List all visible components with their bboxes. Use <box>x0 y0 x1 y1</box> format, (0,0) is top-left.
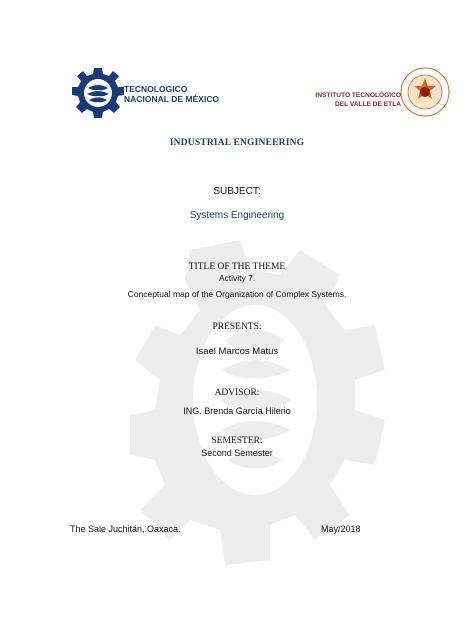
subject-label: SUBJECT: <box>213 186 261 197</box>
itve-logo <box>305 66 455 126</box>
itve-logo-line1: INSTITUTO TECNOLÓGICO <box>315 92 401 99</box>
page-heading: INDUSTRIAL ENGINEERING <box>169 138 305 148</box>
presenter-name: Isael Marcos Matus <box>195 346 279 357</box>
subject-value: Systems Engineering <box>189 210 285 221</box>
tecnm-logo-line2: NACIONAL DE MÉXICO <box>124 94 220 104</box>
footer-date: May/2018 <box>321 524 361 534</box>
theme-description: Conceptual map of the Organization of Complex Systems. <box>127 289 347 299</box>
footer-place: The Sale Juchitán, Oaxaca. <box>70 524 181 534</box>
tecnm-gear-icon <box>72 66 124 124</box>
theme-label: TITLE OF THE THEME <box>188 262 286 272</box>
gear-watermark-icon <box>130 230 390 610</box>
tecnm-logo <box>72 66 222 126</box>
advisor-label: ADVISOR: <box>214 388 260 398</box>
semester-label: SEMESTER: <box>211 436 263 446</box>
advisor-name: ING. Brenda García Hilerio <box>183 406 291 416</box>
itve-logo-line2: DEL VALLE DE ETLA <box>334 100 401 108</box>
tecnm-logo-line1: TECNOLOGICO <box>124 84 188 94</box>
presents-label: PRESENTS: <box>212 322 262 332</box>
semester-value: Second Semester <box>201 448 273 458</box>
itve-seal-icon <box>399 66 451 118</box>
theme-activity: Activity 7. <box>218 273 256 283</box>
